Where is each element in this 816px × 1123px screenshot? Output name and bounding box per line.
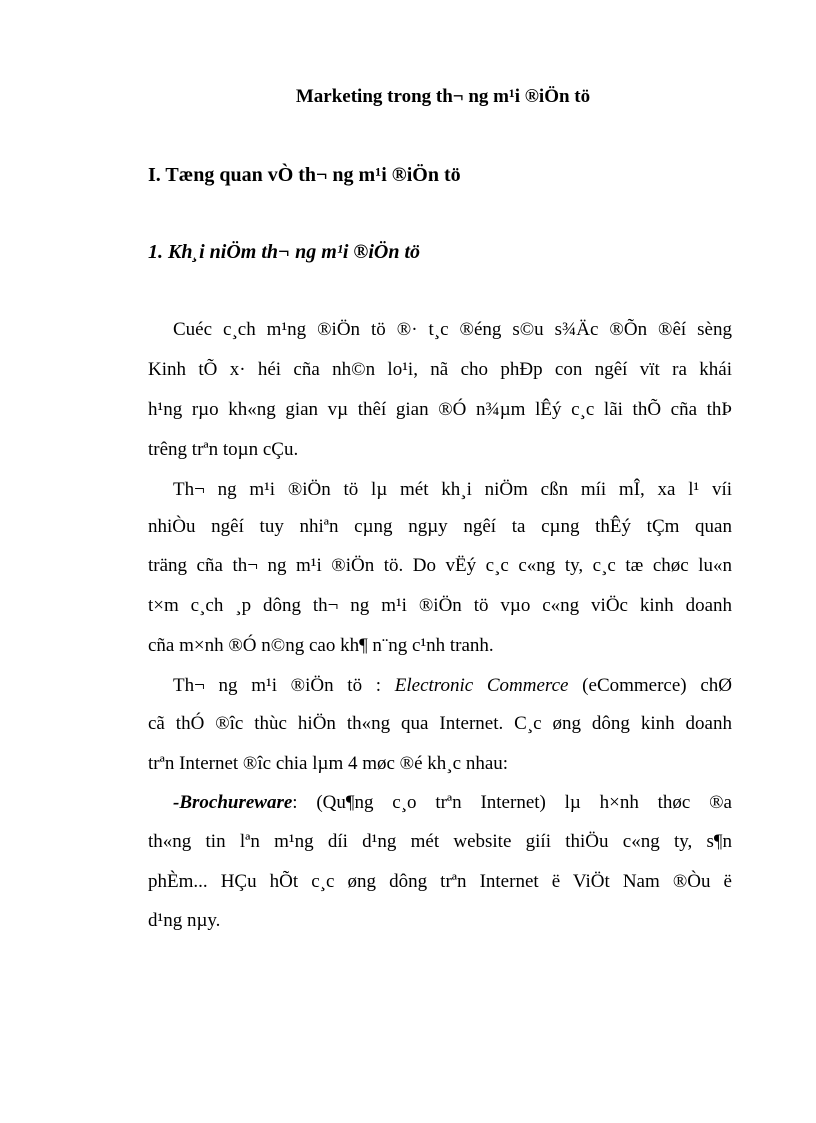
paragraph-text: (eCommerce) chØ: [568, 675, 732, 696]
paragraph-text: Th¬ ng m¹i ®iÖn tö :: [173, 675, 395, 696]
paragraph-line: trªn Internet ®îc chia lµm 4 møc ®é kh¸c nhau:: [148, 753, 509, 774]
paragraph-line: nhiÒu ngêí tuy nhiªn cµng ngµy ngêí ta cµng thÊý tÇm quan: [148, 516, 732, 537]
paragraph-line: h¹ng rµo kh«ng gian vµ thêí gian ®Ó n¾µm lÊý c¸c lãi thÕ cña thÞ: [148, 399, 732, 420]
paragraph-line: [173, 792, 732, 814]
paragraph-line: träng cña th¬ ng m¹i ®iÖn tö. Do vËý c¸c c«ng ty, c¸c tæ chøc lu«n: [148, 555, 732, 576]
paragraph-text: : (Qu¶ng c¸o trªn Internet) lµ h×nh thøc ®a: [292, 792, 732, 813]
paragraph-line: t×m c¸ch ¸p dông th¬ ng m¹i ®iÖn tö vµo c«ng viÖc kinh doanh: [148, 595, 732, 616]
paragraph-line: phÈm... HÇu hÕt c¸c øng dông trªn Internet ë ViÖt Nam ®Òu ë: [148, 871, 732, 892]
paragraph-line: Th¬ ng m¹i ®iÖn tö lµ mét kh¸i niÖm cßn míi mÎ, xa l¹ víi: [173, 479, 732, 500]
term-brochureware: -Brochureware: [173, 792, 293, 813]
document-title: Marketing trong th¬ ng m¹i ®iÖn tö: [295, 86, 591, 107]
paragraph-line: cña m×nh ®Ó n©ng cao kh¶ n¨ng c¹nh tranh.: [148, 635, 494, 656]
paragraph-line: Cuéc c¸ch m¹ng ®iÖn tö ®· t¸c ®éng s©u s¾Äc ®Õn ®êí sèng: [173, 319, 732, 340]
paragraph-line: th«ng tin lªn m¹ng díi d¹ng mét website giíi thiÖu c«ng ty, s¶n: [148, 831, 732, 852]
paragraph-line: trêng trªn toµn cÇu.: [148, 439, 299, 460]
paragraph-line: cã thÓ ®îc thùc hiÖn th«ng qua Internet. C¸c øng dông kinh doanh: [148, 713, 732, 734]
section-heading: I. Tæng quan vÒ th¬ ng m¹i ®iÖn tö: [148, 164, 461, 186]
paragraph-line: [173, 675, 732, 697]
paragraph-line: Kinh tÕ x· héi cña nh©n lo¹i, nã cho phÐp con ngêí vït ra khái: [148, 359, 732, 380]
paragraph-line: d¹ng nµy.: [148, 910, 221, 931]
term-electronic-commerce: Electronic Commerce: [394, 675, 569, 696]
subsection-heading: 1. Kh¸i niÖm th¬ ng m¹i ®iÖn tö: [148, 241, 421, 263]
